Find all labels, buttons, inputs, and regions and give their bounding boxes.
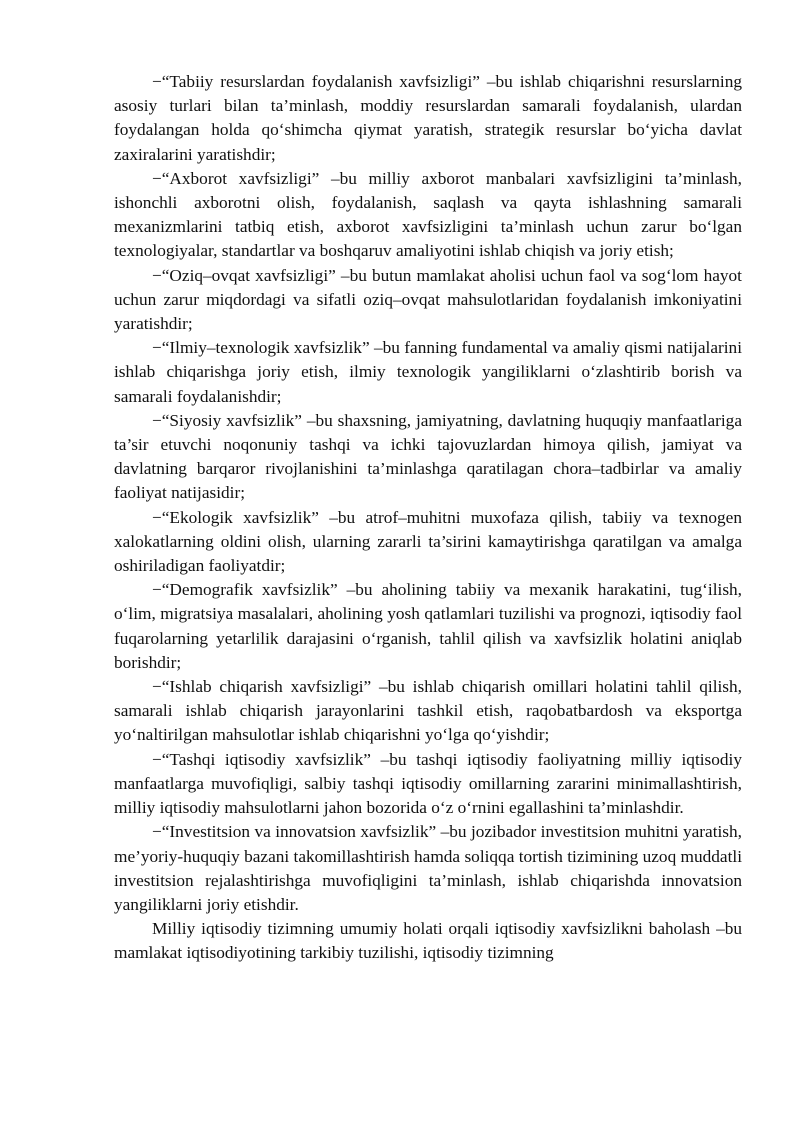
- paragraph-investment-innovation-security: −“Investitsion va innovatsion xavfsizlik” –bu jozibador investitsion muhitni yaratish, me’yoriy-huquqiy bazani takomillashtirish hamda soliqqa tortish tizimining uzoq muddatli investitsion rejalashtirishga muvofiqligini ta’minlash, ishlab chiqarishda innovatsion yangiliklarni joriy etishdir.: [114, 822, 742, 914]
- paragraph-scientific-technological-security: −“Ilmiy–texnologik xavfsizlik” –bu fanning fundamental va amaliy qismi natijalarini ishlab chiqarishga joriy etish, ilmiy texnologik yangiliklarni o‘zlashtirib borish va samarali foydalanishdir;: [114, 338, 742, 406]
- paragraph-production-security: −“Ishlab chiqarish xavfsizligi” –bu ishlab chiqarish omillari holatini tahlil qilish, samarali ishlab chiqarish jarayonlarini tashkil etish, raqobatbardosh va eksportga yo‘naltirilgan mahsulotlar ishlab chiqarishni yo‘lga qo‘yishdir;: [114, 677, 742, 745]
- paragraph-food-security: −“Oziq–ovqat xavfsizligi” –bu butun mamlakat aholisi uchun faol va sog‘lom hayot uchun zarur miqdordagi va sifatli oziq–ovqat mahsulotlaridan foydalanish imkoniyatini yaratishdir;: [114, 265, 742, 334]
- paragraph-economic-security-assessment: Milliy iqtisodiy tizimning umumiy holati orqali iqtisodiy xavfsizlikni baholash –bu mamlakat iqtisodiyotining tarkibiy tuzilishi, iqtisodiy tizimning: [114, 919, 742, 963]
- paragraph-demographic-security: −“Demografik xavfsizlik” –bu aholining tabiiy va mexanik harakatini, tug‘ilish, o‘lim, migratsiya masalalari, aholining yosh qatlamlari tuzilishi va prognozi, iqtisodiy faol fuqarolarning yetarlilik darajasini o‘rganish, tahlil qilish va xavfsizlik holatini aniqlab borishdir;: [114, 580, 742, 672]
- paragraph-information-security: −“Axborot xavfsizligi” –bu milliy axborot manbalari xavfsizligini ta’minlash, ishonchli axborotni olish, foydalanish, saqlash va qayta ishlashning samarali mexanizmlarini tatbiq etish, axborot xavfsizligini ta’minlash uchun zarur bo‘lgan texnologiyalar, standartlar va boshqaruv amaliyotini ishlab chiqish va joriy etish;: [114, 168, 742, 261]
- paragraph-natural-resources-security: −“Tabiiy resurslardan foydalanish xavfsizligi” –bu ishlab chiqarishni resurslarning asosiy turlari bilan ta’minlash, moddiy resurslardan samarali foydalanish, ulardan foydalangan holda qo‘shimcha qiymat yaratish, strategik resurslar bo‘yicha davlat zaxiralarini yaratishdir;: [114, 72, 742, 164]
- paragraph-political-security: −“Siyosiy xavfsizlik” –bu shaxsning, jamiyatning, davlatning huquqiy manfaatlariga ta’sir etuvchi noqonuniy tashqi va ichki tajovuzlardan himoya qilish, jamiyat va davlatning barqaror rivojlanishini ta’minlashga qaratilagan chora–tadbirlar va amaliy faoliyat natijasidir;: [114, 410, 742, 503]
- document-page: [114, 70, 742, 966]
- paragraph-ecological-security: −“Ekologik xavfsizlik” –bu atrof–muhitni muxofaza qilish, tabiiy va texnogen xalokatlarning oldini olish, ularning zararli ta’sirini kamaytirishga qaratilgan va amalga oshiriladigan faoliyatdir;: [114, 507, 742, 576]
- paragraph-foreign-economic-security: −“Tashqi iqtisodiy xavfsizlik” –bu tashqi iqtisodiy faoliyatning milliy iqtisodiy manfaatlarga muvofiqligi, salbiy tashqi iqtisodiy omillarning zararini minimallashtirish, milliy iqtisodiy mahsulotlarni jahon bozorida o‘z o‘rnini egallashini ta’minlashdir.: [114, 749, 742, 818]
